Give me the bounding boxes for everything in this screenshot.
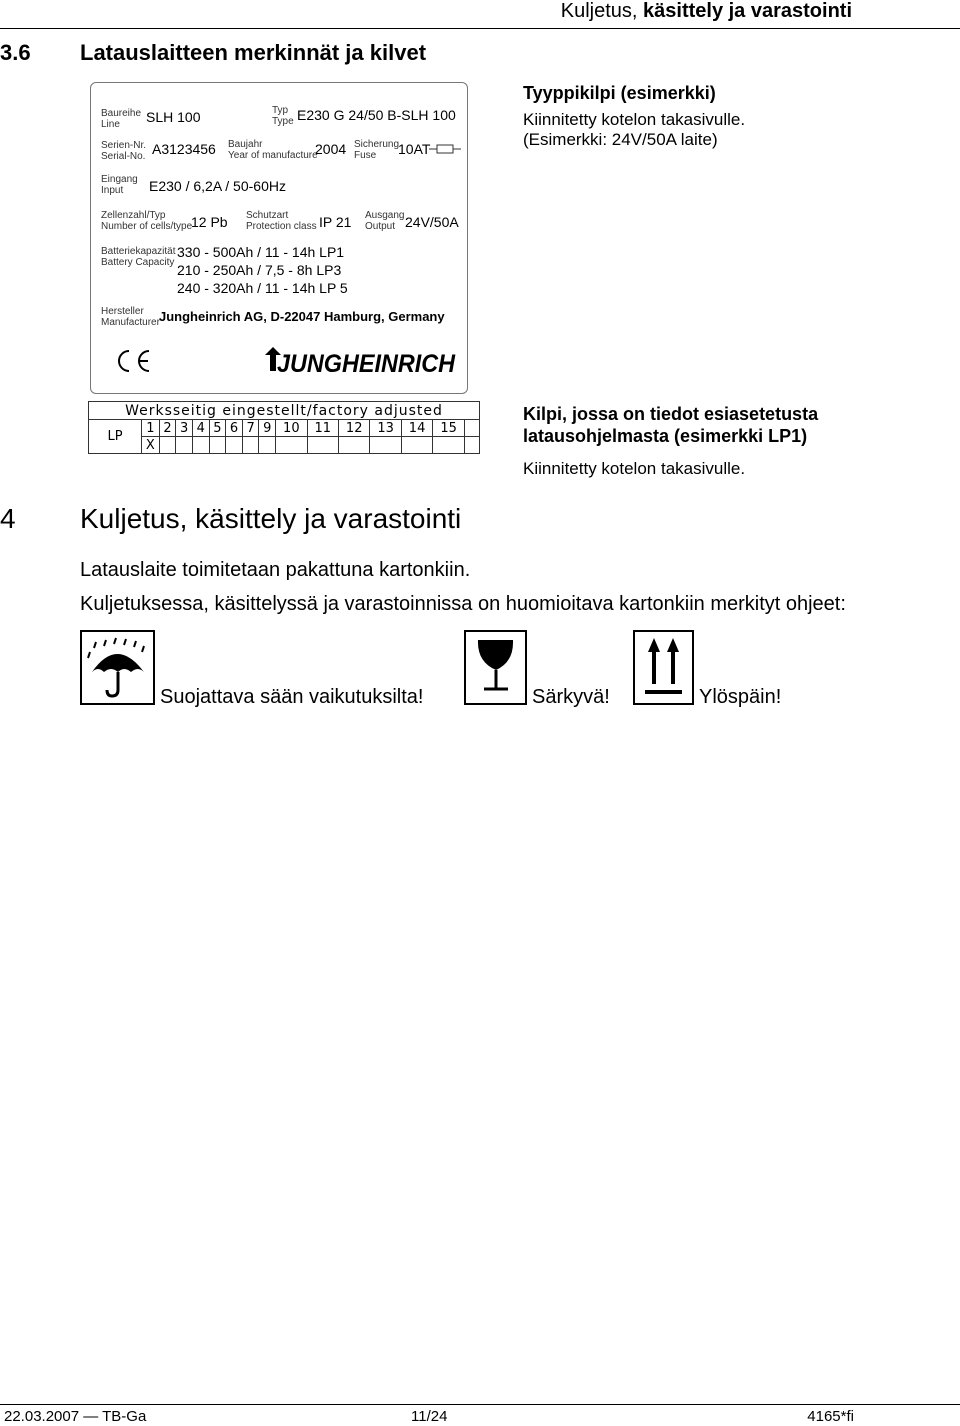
section-3-6-heading [0, 40, 426, 66]
section-4-heading [0, 503, 461, 535]
lp-cell [401, 437, 432, 454]
plate-caption-title: Tyyppikilpi (esimerkki) [523, 83, 716, 103]
batt-values [177, 243, 348, 297]
lp-cell [433, 437, 465, 454]
lp-table-title: Werksseitig eingestellt/factory adjusted [89, 402, 480, 420]
ce-mark-icon [111, 347, 153, 375]
lp-number: 11 [307, 420, 338, 437]
svg-text:JUNGHEINRICH: JUNGHEINRICH [277, 350, 456, 377]
sicherung-value: 10AT [398, 141, 431, 157]
herst-value: Jungheinrich AG, D-22047 Hamburg, Germany [159, 309, 445, 324]
section-4-paragraph: Latauslaite toimitetaan pakattuna kartonkiin. [80, 559, 471, 581]
lp-number: 10 [276, 420, 307, 437]
lp-cell [307, 437, 338, 454]
lp-cell [242, 437, 259, 454]
lp-caption-title: latausohjelmasta (esimerkki LP1) [523, 426, 808, 446]
running-head [561, 0, 852, 23]
schutz-label: Schutzart Protection class [246, 210, 317, 232]
fragile-label: Särkyvä! [532, 686, 610, 708]
header-rule [0, 28, 960, 29]
ausgang-value: 24V/50A [405, 214, 459, 230]
batt-line: 210 - 250Ah / 7,5 - 8h LP3 [177, 262, 342, 278]
eingang-label: Eingang Input [101, 174, 138, 196]
lp-caption [523, 403, 818, 479]
lp-number: 9 [259, 420, 276, 437]
footer-rule [0, 1404, 960, 1405]
typ-value: E230 G 24/50 B-SLH 100 [297, 107, 456, 123]
lp-caption-line: Kiinnitetty kotelon takasivulle. [523, 459, 746, 478]
zellen-value: 12 Pb [191, 214, 228, 230]
lp-cell [259, 437, 276, 454]
running-head-bold: käsittely ja varastointi [643, 0, 852, 22]
keep-dry-symbol [80, 630, 155, 705]
ausgang-label: Ausgang Output [365, 210, 405, 232]
type-plate [90, 82, 468, 394]
lp-spacer [465, 420, 480, 437]
eingang-value: E230 / 6,2A / 50-60Hz [149, 178, 286, 194]
footer-date: 22.03.2007 — TB-Ga [4, 1408, 147, 1425]
lp-number: 15 [433, 420, 465, 437]
lp-number: 2 [159, 420, 176, 437]
lp-cell [159, 437, 176, 454]
lp-row-label: LP [89, 420, 142, 454]
section-number: 4 [0, 503, 16, 534]
lp-number: 12 [338, 420, 369, 437]
this-way-up-symbol [633, 630, 694, 705]
wine-glass-icon [466, 632, 525, 703]
lp-settings-plate [88, 401, 480, 453]
lp-cell [209, 437, 226, 454]
this-way-up-label: Ylöspäin! [699, 686, 782, 708]
lp-number: 1 [142, 420, 160, 437]
baureihe-value: SLH 100 [146, 109, 201, 125]
lp-cell [192, 437, 209, 454]
lp-number: 6 [226, 420, 243, 437]
batt-line: 240 - 320Ah / 11 - 14h LP 5 [177, 280, 348, 296]
lp-cell [465, 437, 480, 454]
batt-line: 330 - 500Ah / 11 - 14h LP1 [177, 244, 345, 260]
baujahr-label: Baujahr Year of manufacture [228, 139, 318, 161]
lp-number: 3 [176, 420, 193, 437]
herst-label: Hersteller Manufacturer [101, 306, 160, 328]
lp-cell [370, 437, 401, 454]
lp-cell [338, 437, 369, 454]
lp-mark: X [142, 437, 160, 454]
umbrella-icon [82, 632, 153, 703]
fragile-symbol [464, 630, 527, 705]
zellen-label: Zellenzahl/Typ Number of cells/type [101, 210, 193, 232]
typ-label: Typ Type [272, 105, 294, 127]
section-title: Latauslaitteen merkinnät ja kilvet [80, 40, 427, 65]
footer-doc-number: 4165*fi [807, 1408, 854, 1425]
section-number: 3.6 [0, 40, 31, 65]
serien-value: A3123456 [152, 141, 216, 157]
footer-page: 11/24 [411, 1408, 448, 1425]
sicherung-label: Sicherung Fuse [354, 139, 400, 161]
jungheinrich-logo [263, 345, 459, 377]
serien-label: Serien-Nr. Serial-No. [101, 140, 147, 162]
lp-number: 4 [192, 420, 209, 437]
keep-dry-label: Suojattava sään vaikutuksilta! [160, 686, 424, 708]
plate-caption-line: Kiinnitetty kotelon takasivulle. [523, 110, 746, 129]
lp-number: 13 [370, 420, 401, 437]
plate-caption-line: (Esimerkki: 24V/50A laite) [523, 130, 718, 149]
baureihe-label: Baureihe Line [101, 108, 142, 130]
lp-table [88, 401, 480, 454]
schutz-value: IP 21 [319, 214, 352, 230]
section-4-paragraph: Kuljetuksessa, käsittelyssä ja varastoinnissa on huomioitava kartonkiin merkityt ohjeet: [80, 593, 846, 615]
section-title: Kuljetus, käsittely ja varastointi [80, 503, 462, 534]
lp-cell [226, 437, 243, 454]
arrows-up-icon [635, 632, 692, 703]
lp-number: 7 [242, 420, 259, 437]
lp-number: 5 [209, 420, 226, 437]
plate-caption [523, 82, 745, 150]
lp-number: 14 [401, 420, 432, 437]
lp-caption-title: Kilpi, jossa on tiedot esiasetetusta [523, 404, 819, 424]
lp-cell [176, 437, 193, 454]
running-head-normal: Kuljetus, [560, 0, 644, 22]
baujahr-value: 2004 [315, 141, 347, 157]
batt-label: Batteriekapazität Battery Capacity [101, 246, 176, 268]
lp-cell [276, 437, 307, 454]
fuse-icon [429, 144, 461, 154]
